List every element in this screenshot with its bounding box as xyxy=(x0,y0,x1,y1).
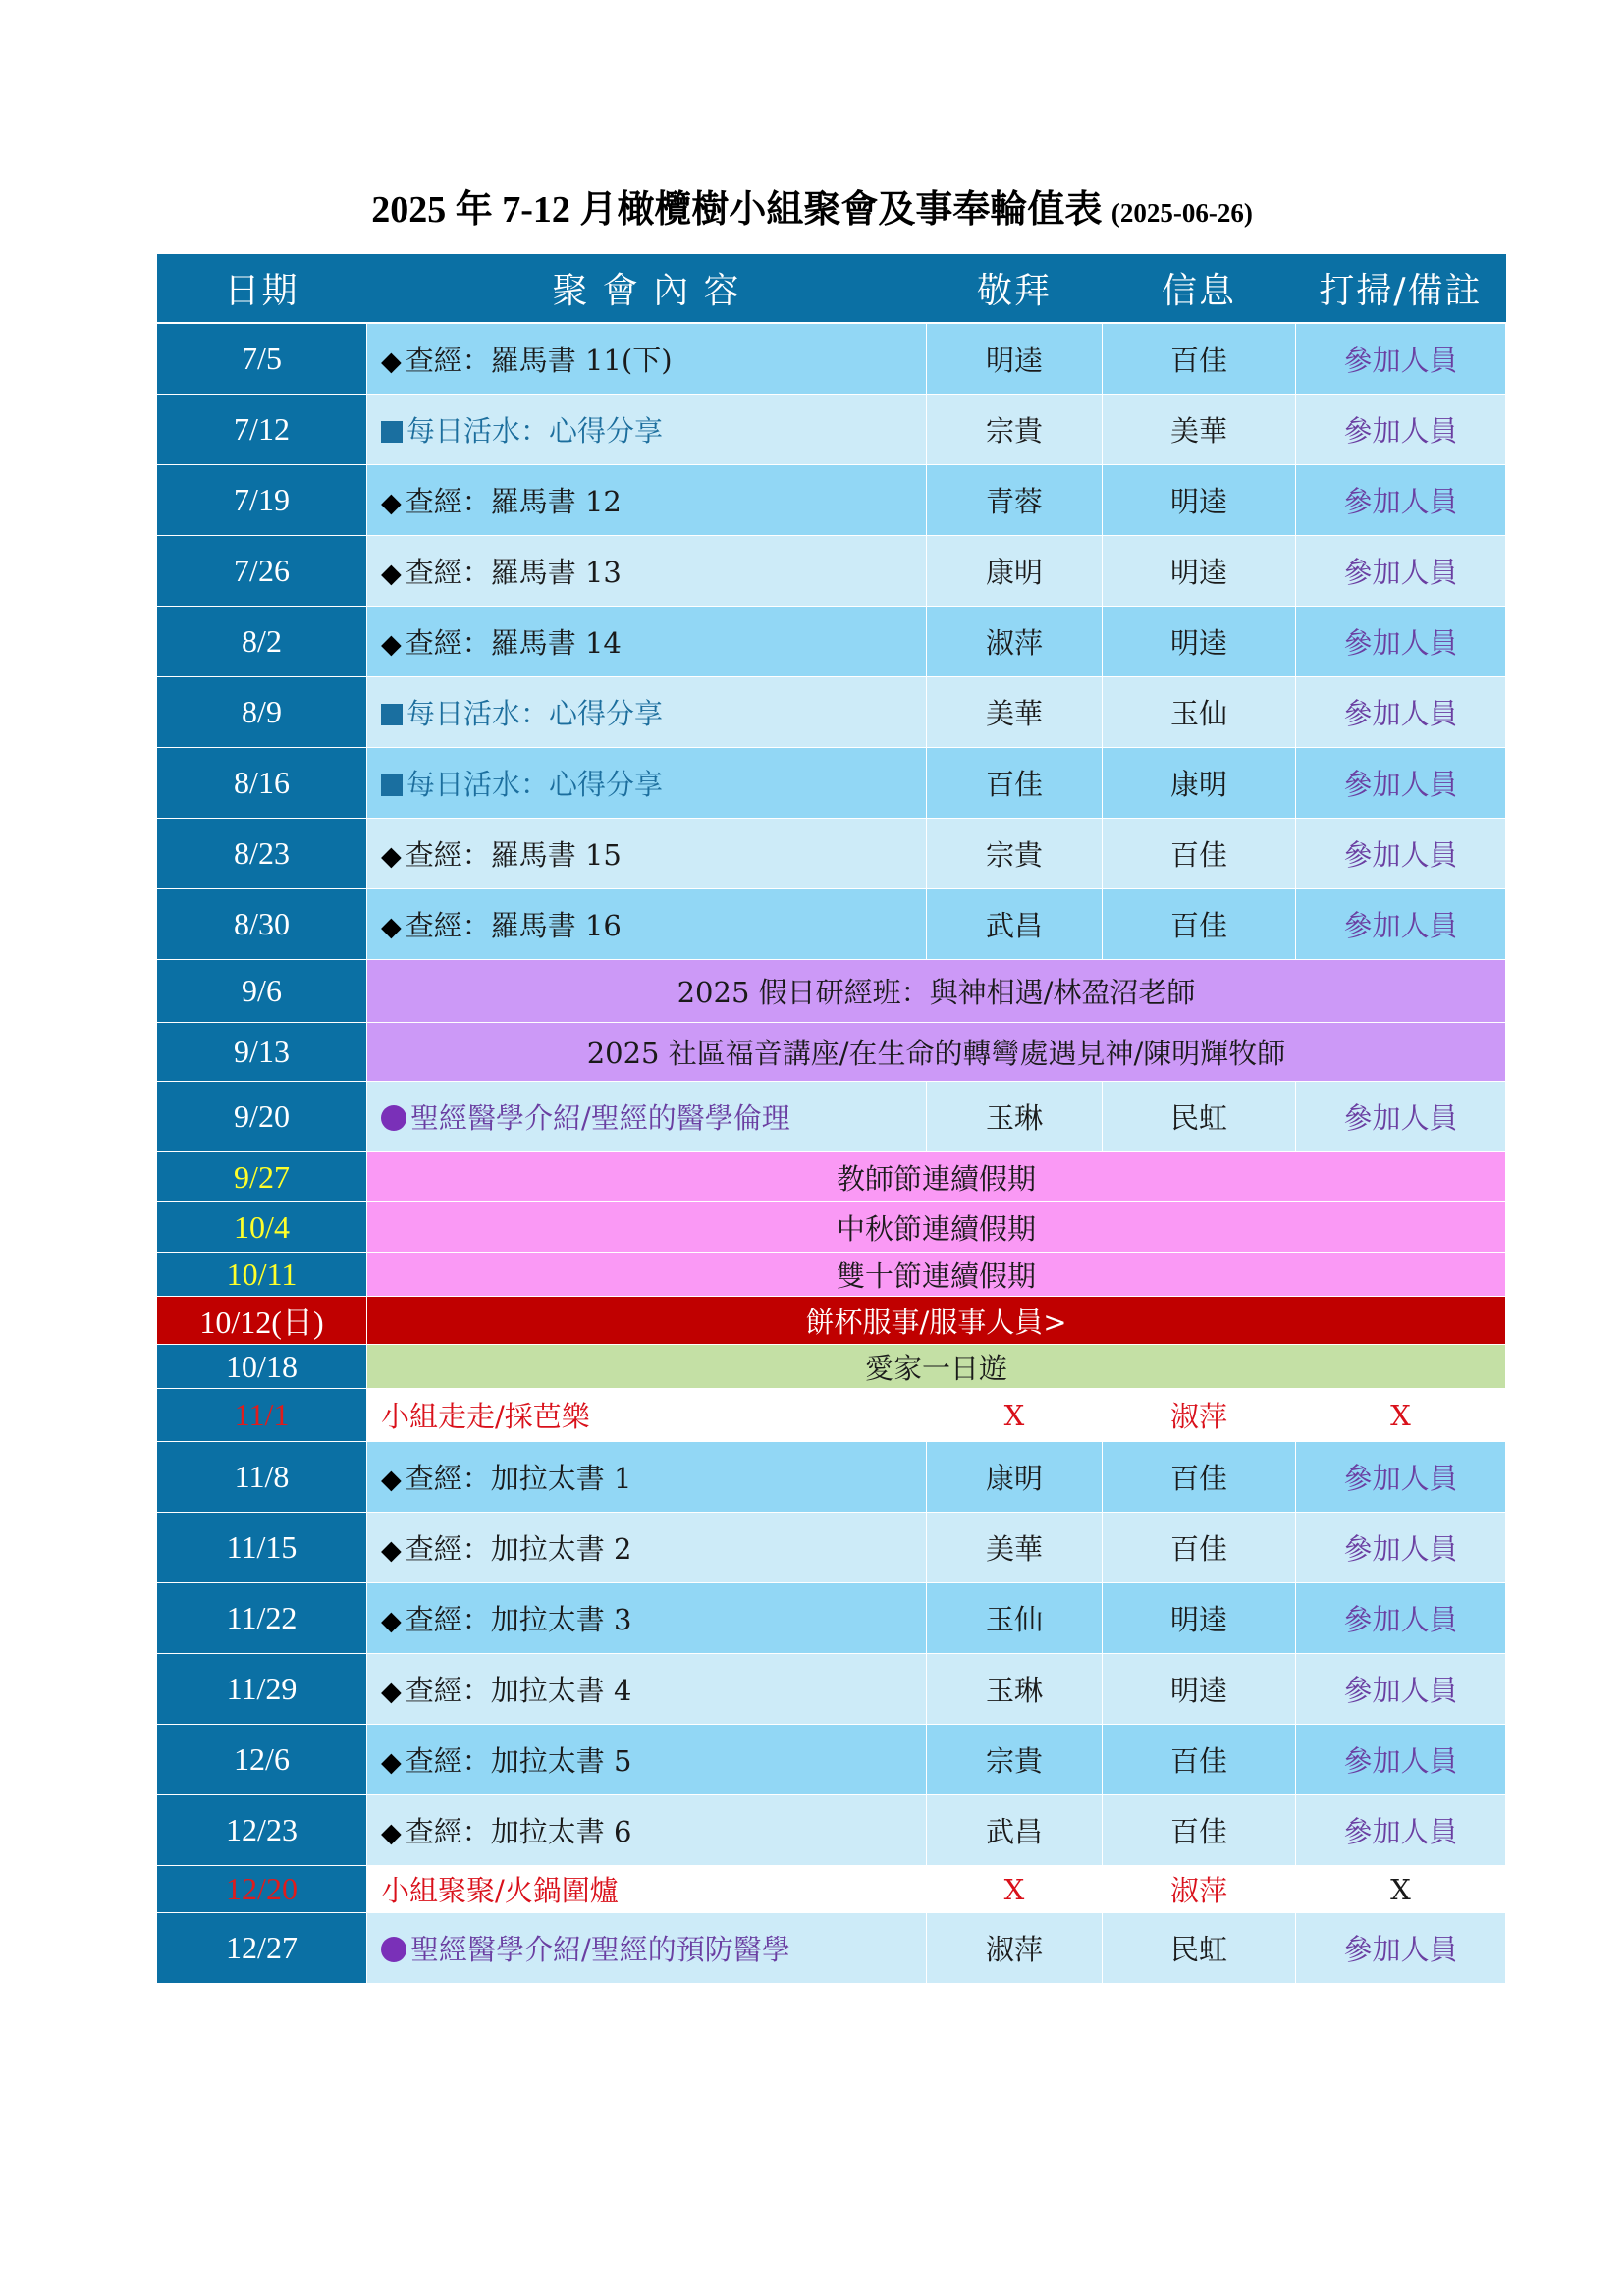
table-row xyxy=(157,395,1506,465)
title-date: (2025-06-26) xyxy=(1110,198,1253,228)
row-content-text: 每日活水：心得分享 xyxy=(406,697,664,730)
row-note: 參加人員 xyxy=(1296,465,1506,536)
row-date: 10/4 xyxy=(157,1202,367,1253)
row-message: 百佳 xyxy=(1103,1795,1296,1866)
row-message: 明逵 xyxy=(1103,465,1296,536)
row-date: 10/12(日) xyxy=(157,1297,367,1345)
row-content xyxy=(367,1913,927,1984)
row-content-text: 查經：羅馬書 14 xyxy=(405,626,622,660)
row-date: 7/12 xyxy=(157,395,367,465)
row-event: 2025 假日研經班：與神相遇/林盈沼老師 xyxy=(367,960,1506,1023)
row-content-text: 查經：加拉太書 1 xyxy=(405,1462,632,1495)
row-worship: 武昌 xyxy=(927,889,1103,960)
table-row xyxy=(157,819,1506,889)
row-content xyxy=(367,677,927,748)
table-row xyxy=(157,1297,1506,1345)
row-date: 11/22 xyxy=(157,1583,367,1654)
row-content-text: 查經：羅馬書 16 xyxy=(405,909,622,942)
diamond-icon: ◆ xyxy=(381,1465,402,1495)
row-content-text: 查經：加拉太書 6 xyxy=(405,1815,632,1848)
row-worship: 明逵 xyxy=(927,323,1103,395)
table-row xyxy=(157,536,1506,607)
row-worship: 百佳 xyxy=(927,748,1103,819)
row-date: 12/23 xyxy=(157,1795,367,1866)
diamond-icon: ◆ xyxy=(381,488,402,518)
header-note: 打掃/備註 xyxy=(1296,254,1506,323)
table-row xyxy=(157,1442,1506,1513)
row-message: 明逵 xyxy=(1103,607,1296,677)
row-content xyxy=(367,748,927,819)
row-date: 12/27 xyxy=(157,1913,367,1984)
row-content xyxy=(367,1583,927,1654)
row-worship: 武昌 xyxy=(927,1795,1103,1866)
row-content: 小組聚聚/火鍋圍爐 xyxy=(367,1866,927,1913)
row-content-text: 每日活水：心得分享 xyxy=(406,768,664,801)
table-row xyxy=(157,1866,1506,1913)
table-header-row xyxy=(157,254,1506,323)
row-message: 百佳 xyxy=(1103,819,1296,889)
row-date: 11/1 xyxy=(157,1389,367,1442)
circle-icon xyxy=(381,1937,406,1962)
row-content xyxy=(367,889,927,960)
row-content xyxy=(367,607,927,677)
diamond-icon: ◆ xyxy=(381,1535,402,1566)
diamond-icon: ◆ xyxy=(381,629,402,660)
row-worship: 淑萍 xyxy=(927,607,1103,677)
table-row xyxy=(157,465,1506,536)
row-content-text: 查經：加拉太書 3 xyxy=(405,1603,632,1636)
row-content xyxy=(367,395,927,465)
row-worship: 玉琳 xyxy=(927,1082,1103,1152)
row-message: 淑萍 xyxy=(1103,1866,1296,1913)
table-row xyxy=(157,1202,1506,1253)
table-row xyxy=(157,1253,1506,1297)
row-worship: 康明 xyxy=(927,1442,1103,1513)
row-event: 2025 社區福音講座/在生命的轉彎處遇見神/陳明輝牧師 xyxy=(367,1023,1506,1082)
diamond-icon: ◆ xyxy=(381,841,402,872)
row-note: 參加人員 xyxy=(1296,1795,1506,1866)
table-row xyxy=(157,1725,1506,1795)
row-date: 11/15 xyxy=(157,1513,367,1583)
row-event: 餅杯服事/服事人員> xyxy=(367,1297,1506,1345)
row-event: 愛家一日遊 xyxy=(367,1345,1506,1389)
row-worship: 美華 xyxy=(927,1513,1103,1583)
row-date: 8/9 xyxy=(157,677,367,748)
page-title xyxy=(0,179,1624,233)
row-worship: 玉琳 xyxy=(927,1654,1103,1725)
circle-icon xyxy=(381,1105,406,1131)
table-row xyxy=(157,1795,1506,1866)
row-note: 參加人員 xyxy=(1296,1442,1506,1513)
row-date: 11/29 xyxy=(157,1654,367,1725)
square-icon xyxy=(381,704,403,725)
row-content-text: 查經：加拉太書 2 xyxy=(405,1532,632,1566)
row-date: 8/23 xyxy=(157,819,367,889)
row-message: 民虹 xyxy=(1103,1082,1296,1152)
row-content-text: 查經：羅馬書 13 xyxy=(405,556,622,589)
row-date: 9/6 xyxy=(157,960,367,1023)
table-row xyxy=(157,1654,1506,1725)
row-note: 參加人員 xyxy=(1296,889,1506,960)
table-row xyxy=(157,889,1506,960)
diamond-icon: ◆ xyxy=(381,347,402,377)
row-worship: X xyxy=(927,1866,1103,1913)
row-note: X xyxy=(1296,1866,1506,1913)
row-worship: 美華 xyxy=(927,677,1103,748)
row-date: 7/5 xyxy=(157,323,367,395)
row-worship: 康明 xyxy=(927,536,1103,607)
row-event: 雙十節連續假期 xyxy=(367,1253,1506,1297)
table-row xyxy=(157,1389,1506,1442)
row-worship: 青蓉 xyxy=(927,465,1103,536)
row-content xyxy=(367,819,927,889)
row-date: 10/18 xyxy=(157,1345,367,1389)
row-content-text: 查經：羅馬書 15 xyxy=(405,838,622,872)
row-content-text: 聖經醫學介紹/聖經的預防醫學 xyxy=(410,1933,790,1966)
table-row xyxy=(157,1082,1506,1152)
row-content xyxy=(367,1513,927,1583)
row-note: 參加人員 xyxy=(1296,536,1506,607)
row-worship: 宗貴 xyxy=(927,1725,1103,1795)
row-worship: 宗貴 xyxy=(927,395,1103,465)
row-event: 中秋節連續假期 xyxy=(367,1202,1506,1253)
row-date: 10/11 xyxy=(157,1253,367,1297)
row-content xyxy=(367,1654,927,1725)
row-message: 百佳 xyxy=(1103,1725,1296,1795)
header-content: 聚 會 內 容 xyxy=(367,254,927,323)
row-note: 參加人員 xyxy=(1296,748,1506,819)
row-note: 參加人員 xyxy=(1296,607,1506,677)
row-message: 百佳 xyxy=(1103,1513,1296,1583)
diamond-icon: ◆ xyxy=(381,1606,402,1636)
row-note: 參加人員 xyxy=(1296,1725,1506,1795)
row-date: 8/16 xyxy=(157,748,367,819)
header-worship: 敬拜 xyxy=(927,254,1103,323)
diamond-icon: ◆ xyxy=(381,1747,402,1778)
table-row xyxy=(157,1583,1506,1654)
table-row xyxy=(157,748,1506,819)
row-content-text: 每日活水：心得分享 xyxy=(406,414,664,448)
row-content xyxy=(367,323,927,395)
row-worship: 玉仙 xyxy=(927,1583,1103,1654)
row-event: 教師節連續假期 xyxy=(367,1152,1506,1202)
row-content xyxy=(367,465,927,536)
row-content xyxy=(367,536,927,607)
row-note: 參加人員 xyxy=(1296,323,1506,395)
row-note: 參加人員 xyxy=(1296,1583,1506,1654)
row-date: 7/26 xyxy=(157,536,367,607)
row-date: 11/8 xyxy=(157,1442,367,1513)
row-message: 百佳 xyxy=(1103,1442,1296,1513)
row-message: 淑萍 xyxy=(1103,1389,1296,1442)
row-date: 8/30 xyxy=(157,889,367,960)
diamond-icon: ◆ xyxy=(381,559,402,589)
row-message: 康明 xyxy=(1103,748,1296,819)
header-message: 信息 xyxy=(1103,254,1296,323)
row-worship: 淑萍 xyxy=(927,1913,1103,1984)
table-row xyxy=(157,1023,1506,1082)
row-date: 9/27 xyxy=(157,1152,367,1202)
row-note: X xyxy=(1296,1389,1506,1442)
table-row xyxy=(157,607,1506,677)
row-date: 12/6 xyxy=(157,1725,367,1795)
row-content xyxy=(367,1725,927,1795)
row-date: 9/13 xyxy=(157,1023,367,1082)
row-note: 參加人員 xyxy=(1296,1913,1506,1984)
schedule-table xyxy=(156,254,1506,1984)
row-content xyxy=(367,1795,927,1866)
row-date: 8/2 xyxy=(157,607,367,677)
row-note: 參加人員 xyxy=(1296,1654,1506,1725)
title-main: 2025 年 7-12 月橄欖樹小組聚會及事奉輪值表 xyxy=(371,189,1103,231)
row-note: 參加人員 xyxy=(1296,819,1506,889)
table-row xyxy=(157,1513,1506,1583)
row-message: 百佳 xyxy=(1103,889,1296,960)
row-message: 明逵 xyxy=(1103,1583,1296,1654)
row-date: 9/20 xyxy=(157,1082,367,1152)
row-message: 民虹 xyxy=(1103,1913,1296,1984)
row-message: 明逵 xyxy=(1103,1654,1296,1725)
row-content-text: 聖經醫學介紹/聖經的醫學倫理 xyxy=(410,1101,790,1135)
diamond-icon: ◆ xyxy=(381,1818,402,1848)
row-content-text: 查經：羅馬書 12 xyxy=(405,485,622,518)
row-message: 百佳 xyxy=(1103,323,1296,395)
row-note: 參加人員 xyxy=(1296,1082,1506,1152)
row-worship: X xyxy=(927,1389,1103,1442)
square-icon xyxy=(381,421,403,443)
table-row xyxy=(157,1345,1506,1389)
row-content xyxy=(367,1082,927,1152)
square-icon xyxy=(381,774,403,796)
row-note: 參加人員 xyxy=(1296,395,1506,465)
row-message: 明逵 xyxy=(1103,536,1296,607)
row-worship: 宗貴 xyxy=(927,819,1103,889)
table-row xyxy=(157,1913,1506,1984)
row-content xyxy=(367,1442,927,1513)
row-content-text: 查經：加拉太書 5 xyxy=(405,1744,632,1778)
row-date: 12/20 xyxy=(157,1866,367,1913)
row-content-text: 查經：加拉太書 4 xyxy=(405,1674,632,1707)
row-content-text: 查經：羅馬書 11(下) xyxy=(405,344,673,377)
row-message: 玉仙 xyxy=(1103,677,1296,748)
header-date: 日期 xyxy=(157,254,367,323)
table-row xyxy=(157,1152,1506,1202)
diamond-icon: ◆ xyxy=(381,912,402,942)
table-row xyxy=(157,677,1506,748)
row-note: 參加人員 xyxy=(1296,1513,1506,1583)
table-row xyxy=(157,960,1506,1023)
table-row xyxy=(157,323,1506,395)
row-date: 7/19 xyxy=(157,465,367,536)
row-content: 小組走走/採芭樂 xyxy=(367,1389,927,1442)
row-message: 美華 xyxy=(1103,395,1296,465)
row-note: 參加人員 xyxy=(1296,677,1506,748)
diamond-icon: ◆ xyxy=(381,1677,402,1707)
